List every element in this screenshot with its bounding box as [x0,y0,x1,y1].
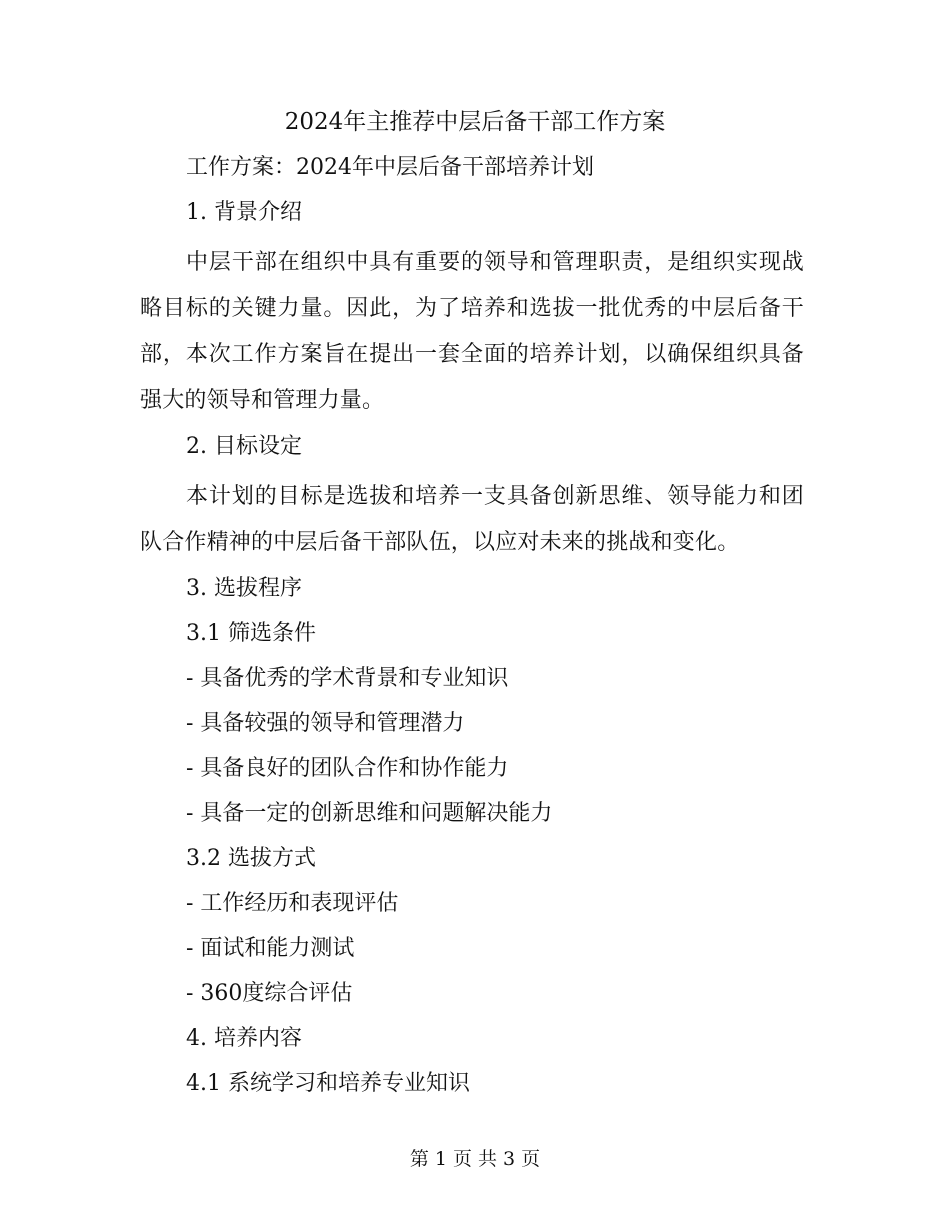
list-item: - 具备一定的创新思维和问题解决能力 [186,801,553,826]
list-item: - 具备优秀的学术背景和专业知识 [186,666,509,691]
document-body [140,150,804,1111]
paragraph-background: 中层干部在组织中具有重要的领导和管理职责，是组织实现战略目标的关键力量。因此，为了培养和选拔一批优秀的中层后备干部，本次工作方案旨在提出一套全面的培养计划，以确保组织具备强大的领导和管理力量。 [140,250,804,413]
paragraph-goals: 本计划的目标是选拔和培养一支具备创新思维、领导能力和团队合作精神的中层后备干部队伍，以应对未来的挑战和变化。 [140,484,804,555]
section-heading-selection: 3. 选拔程序 [186,576,302,601]
page-indicator: 第 1 页 共 3 页 [409,1148,541,1170]
document-subtitle: 工作方案：2024年中层后备干部培养计划 [186,155,594,180]
subsection-heading-criteria: 3.1 筛选条件 [186,621,316,646]
list-item: - 具备较强的领导和管理潜力 [186,711,465,736]
section-heading-training: 4. 培养内容 [186,1026,302,1051]
list-item: - 具备良好的团队合作和协作能力 [186,756,509,781]
list-item: - 工作经历和表现评估 [186,891,399,916]
document-title: 2024年主推荐中层后备干部工作方案 [284,109,666,135]
subsection-heading-knowledge: 4.1 系统学习和培养专业知识 [186,1071,470,1096]
list-item: - 360度综合评估 [186,981,353,1006]
section-heading-background: 1. 背景介绍 [186,200,302,225]
section-heading-goals: 2. 目标设定 [186,434,302,459]
list-item: - 面试和能力测试 [186,936,355,961]
subsection-heading-methods: 3.2 选拔方式 [186,846,316,871]
